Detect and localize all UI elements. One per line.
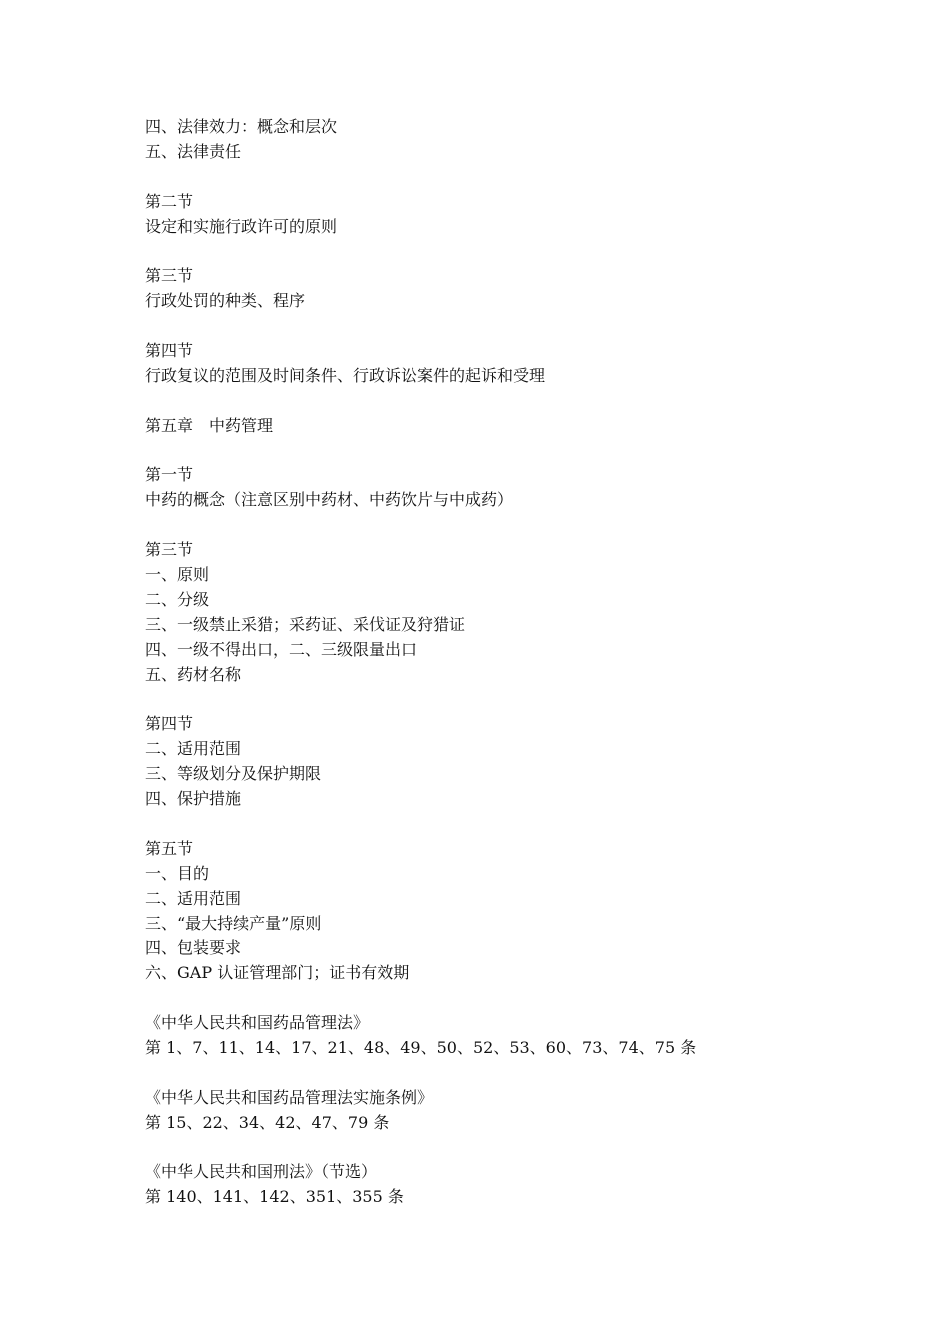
law-title: 《中华人民共和国药品管理法实施条例》 xyxy=(145,1087,434,1107)
list-item: 二、适用范围 xyxy=(145,888,242,908)
blank-line xyxy=(145,439,905,464)
blank-line xyxy=(145,1061,905,1086)
section-heading: 第四节 xyxy=(145,714,194,734)
document-page xyxy=(145,115,905,1210)
section-heading: 第三节 xyxy=(145,540,194,560)
blank-line xyxy=(145,812,905,837)
law-title: 《中华人民共和国药品管理法》 xyxy=(145,1013,370,1033)
blank-line xyxy=(145,687,905,712)
list-item: 六、GAP 认证管理部门；证书有效期 xyxy=(145,963,410,983)
section-heading: 第一节 xyxy=(145,465,194,485)
list-item: 一、目的 xyxy=(145,863,210,883)
chapter-heading: 第五章 中药管理 xyxy=(145,415,274,435)
blank-line xyxy=(145,314,905,339)
list-item: 三、等级划分及保护期限 xyxy=(145,764,322,784)
section-heading: 第二节 xyxy=(145,191,194,211)
blank-line xyxy=(145,986,905,1011)
blank-line xyxy=(145,389,905,414)
list-item: 二、适用范围 xyxy=(145,739,242,759)
text-line: 设定和实施行政许可的原则 xyxy=(145,216,338,236)
list-item: 五、药材名称 xyxy=(145,664,242,684)
law-articles: 第 1、7、11、14、17、21、48、49、50、52、53、60、73、74、75 条 xyxy=(145,1037,697,1057)
list-item: 三、一级禁止采猎；采药证、采伐证及狩猎证 xyxy=(145,614,466,634)
list-item: 一、原则 xyxy=(145,565,210,585)
blank-line xyxy=(145,165,905,190)
law-articles: 第 140、141、142、351、355 条 xyxy=(145,1187,404,1207)
list-item: 四、一级不得出口，二、三级限量出口 xyxy=(145,639,418,659)
text-line: 中药的概念（注意区别中药材、中药饮片与中成药） xyxy=(145,490,514,510)
list-item: 四、保护措施 xyxy=(145,789,242,809)
list-item: 三、“最大持续产量”原则 xyxy=(145,913,322,933)
law-articles: 第 15、22、34、42、47、79 条 xyxy=(145,1112,390,1132)
text-line: 行政处罚的种类、程序 xyxy=(145,291,306,311)
text-line: 行政复议的范围及时间条件、行政诉讼案件的起诉和受理 xyxy=(145,365,546,385)
text-line: 四、法律效力：概念和层次 xyxy=(145,117,338,136)
law-title: 《中华人民共和国刑法》（节选） xyxy=(145,1162,378,1182)
section-heading: 第四节 xyxy=(145,341,194,361)
section-heading: 第五节 xyxy=(145,838,194,858)
text-line: 五、法律责任 xyxy=(145,141,242,161)
section-heading: 第三节 xyxy=(145,266,194,286)
list-item: 四、包装要求 xyxy=(145,938,242,958)
blank-line xyxy=(145,513,905,538)
blank-line xyxy=(145,239,905,264)
list-item: 二、分级 xyxy=(145,589,210,609)
blank-line xyxy=(145,1136,905,1161)
